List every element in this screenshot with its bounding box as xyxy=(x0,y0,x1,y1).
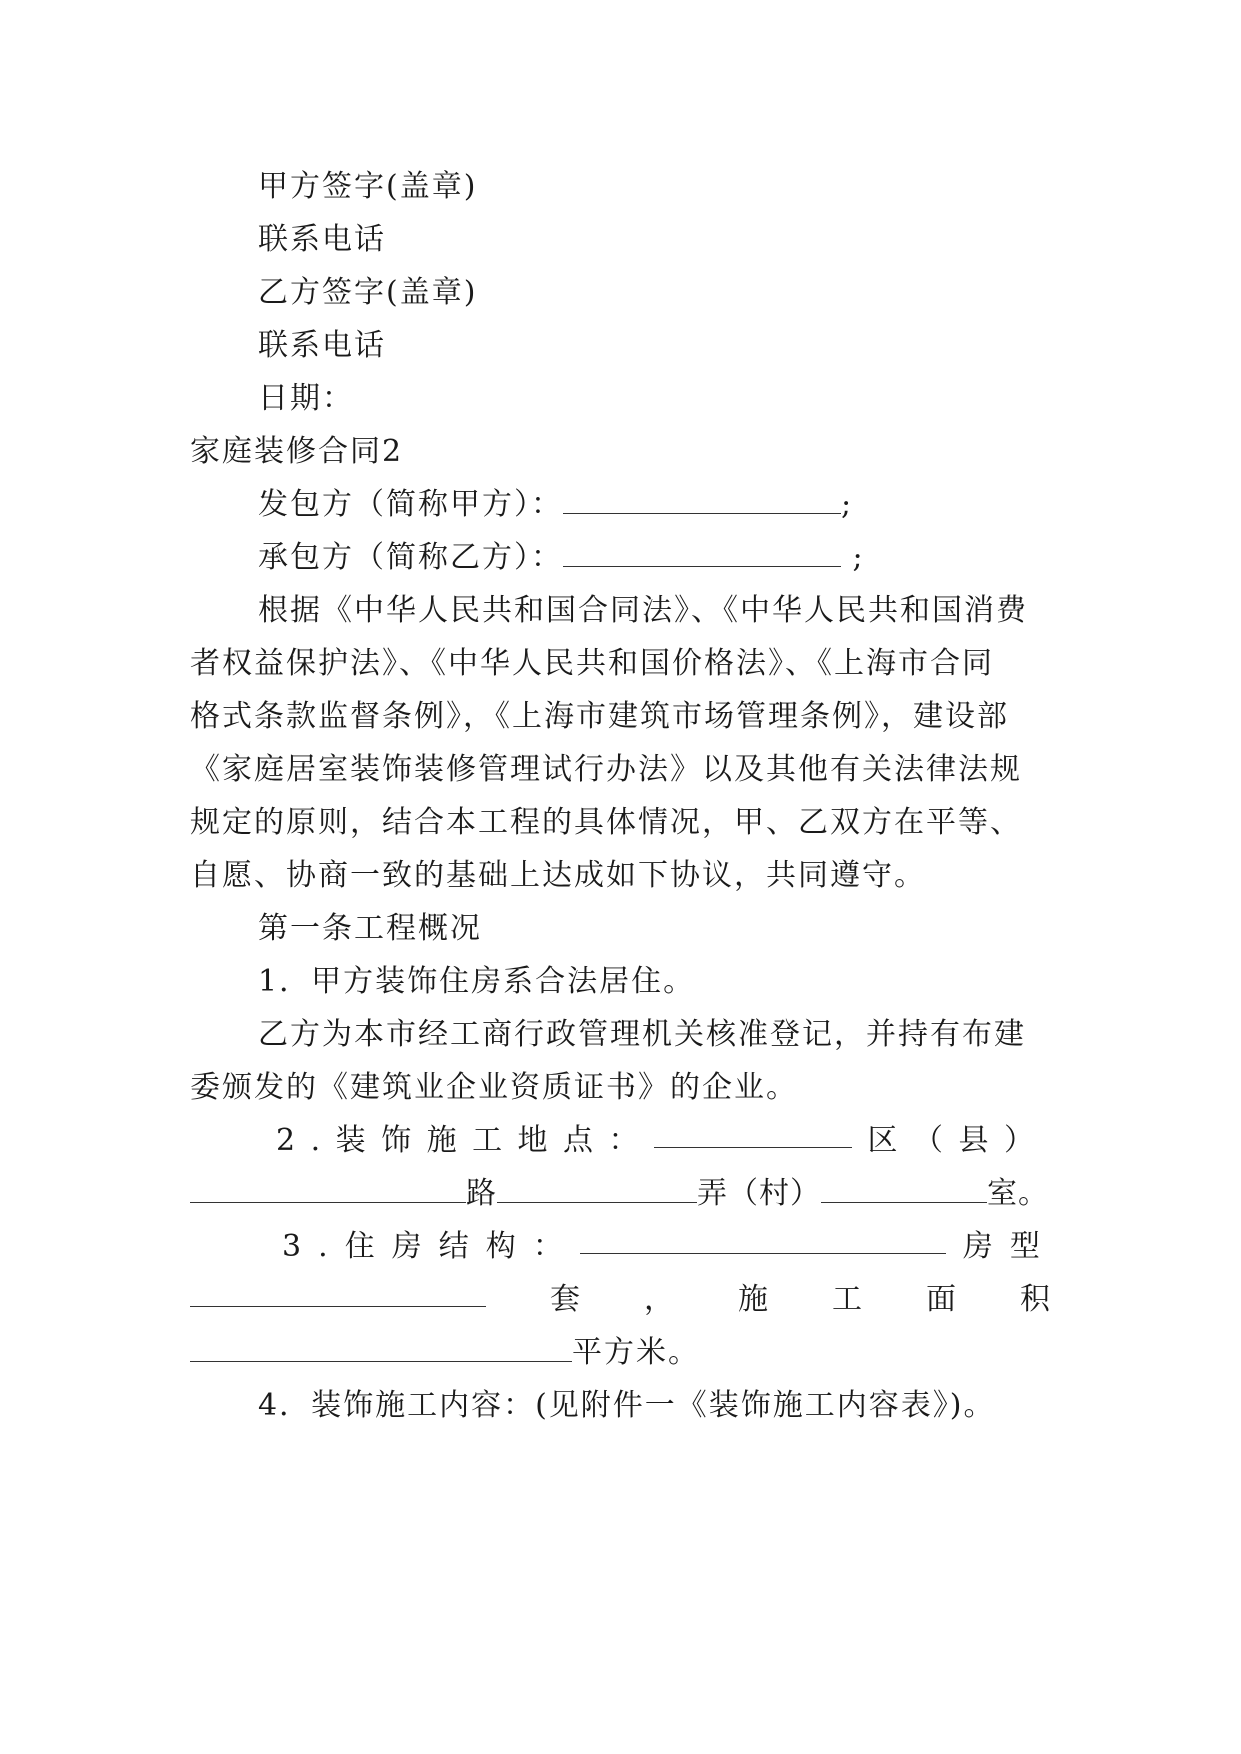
area-char: 施 xyxy=(738,1282,768,1317)
area-unit: 平方米。 xyxy=(572,1335,700,1370)
county-label: 县 xyxy=(958,1123,989,1158)
item-3-area-cont xyxy=(190,1333,1050,1373)
item-3-char: 构 xyxy=(485,1229,516,1264)
lane-blank xyxy=(497,1176,697,1203)
party-b-phone: 联系电话 xyxy=(258,328,386,363)
item-3-char: ： xyxy=(532,1229,563,1264)
preamble-line: 规定的原则，结合本工程的具体情况，甲、乙双方在平等、 xyxy=(190,805,1022,840)
item-2-address-cont xyxy=(190,1174,1050,1214)
item-3-char: 3 xyxy=(282,1229,302,1264)
road-blank xyxy=(190,1176,466,1203)
item-2-char: 点 xyxy=(563,1123,594,1158)
contractor-blank xyxy=(563,540,841,567)
preamble-line: 格式条款监督条例》，《上海市建筑市场管理条例》，建设部 xyxy=(190,699,1009,734)
item-3-char: 住 xyxy=(344,1229,375,1264)
item-2-char: 饰 xyxy=(381,1123,412,1158)
employer-end: ; xyxy=(841,487,854,522)
item-2-char: 施 xyxy=(426,1123,457,1158)
article-1-item-1-cont: 乙方为本市经工商行政管理机关核准登记，并持有布建 xyxy=(258,1017,1026,1052)
county-open: （ xyxy=(912,1123,943,1158)
article-1-item-1: 1．甲方装饰住房系合法居住。 xyxy=(258,964,696,999)
item-2-char: 工 xyxy=(472,1123,503,1158)
contractor-line xyxy=(258,538,1118,578)
set-comma: ， xyxy=(644,1282,674,1317)
type-char: 型 xyxy=(1009,1229,1040,1264)
preamble-line: 《家庭居室装饰装修管理试行办法》以及其他有关法律法规 xyxy=(190,752,1022,787)
type-blank xyxy=(190,1280,486,1307)
item-2-char: 装 xyxy=(335,1123,366,1158)
party-a-phone: 联系电话 xyxy=(258,222,386,257)
employer-blank xyxy=(563,487,841,514)
lane-label: 弄（村） xyxy=(697,1176,821,1211)
item-2-char: . xyxy=(310,1123,321,1158)
set-label: 套 xyxy=(550,1282,580,1317)
item-3-area-line xyxy=(190,1280,1050,1320)
item-3-structure-line xyxy=(282,1227,1040,1267)
road-label: 路 xyxy=(466,1176,497,1211)
district-label: 区 xyxy=(867,1123,898,1158)
contractor-end: ; xyxy=(841,540,865,575)
item-2-address-line xyxy=(276,1121,1034,1161)
item-2-char: 2 xyxy=(276,1123,296,1158)
preamble-line: 者权益保护法》、《中华人民共和国价格法》、《上海市合同 xyxy=(190,646,994,681)
area-char: 积 xyxy=(1020,1282,1050,1317)
article-1-item-4: 4．装饰施工内容：(见附件一《装饰施工内容表》)。 xyxy=(258,1388,996,1423)
type-char: 房 xyxy=(962,1229,993,1264)
area-char: 面 xyxy=(926,1282,956,1317)
party-b-signature: 乙方签字(盖章) xyxy=(258,275,478,310)
area-char: 工 xyxy=(832,1282,862,1317)
item-2-char: ： xyxy=(608,1123,639,1158)
signature-date: 日期： xyxy=(258,381,354,416)
structure-blank xyxy=(580,1227,946,1254)
party-a-signature: 甲方签字(盖章) xyxy=(258,169,478,204)
county-close: ） xyxy=(1003,1123,1034,1158)
room-label: 室。 xyxy=(987,1176,1049,1211)
article-1-heading: 第一条工程概况 xyxy=(258,911,482,946)
item-3-char: . xyxy=(318,1229,328,1264)
room-blank xyxy=(821,1176,987,1203)
employer-line xyxy=(258,485,1118,525)
article-1-item-1-cont: 委颁发的《建筑业企业资质证书》的企业。 xyxy=(190,1070,798,1105)
preamble-line: 自愿、协商一致的基础上达成如下协议，共同遵守。 xyxy=(190,858,926,893)
contract-title: 家庭装修合同2 xyxy=(190,434,404,469)
item-3-char: 结 xyxy=(438,1229,469,1264)
item-2-char: 地 xyxy=(517,1123,548,1158)
item-3-char: 房 xyxy=(391,1229,422,1264)
preamble-line: 根据《中华人民共和国合同法》、《中华人民共和国消费 xyxy=(258,593,1028,628)
employer-label: 发包方（简称甲方）： xyxy=(258,487,563,522)
district-blank xyxy=(654,1121,852,1148)
contractor-label: 承包方（简称乙方）： xyxy=(258,540,563,575)
area-blank xyxy=(190,1335,572,1362)
